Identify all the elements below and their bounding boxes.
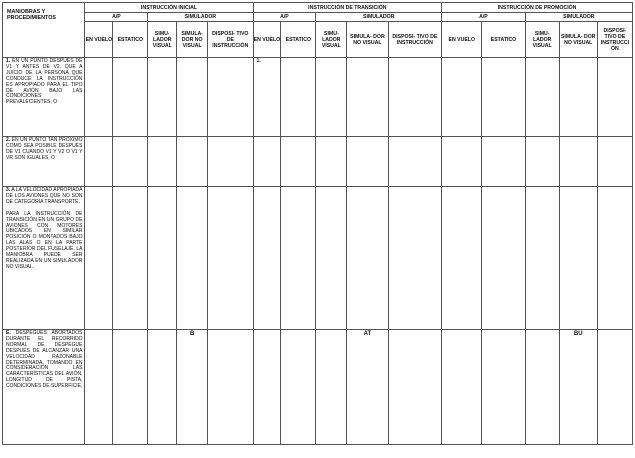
col-estatico: ESTATICO [482, 22, 525, 58]
sim-header: SIMULADOR [525, 13, 632, 22]
maneuvers-table [2, 2, 633, 445]
table-row [3, 330, 633, 445]
maneuver-text: 2. EN UN PUNTO TAN PRÓXIMO COMO SEA POSIBLE DESPUÉS DE V1 CUANDO V1 Y V2 O V1 Y VR SON IGUALES, O [3, 137, 85, 187]
ap-header: A/P [253, 13, 316, 22]
col-sim-no-visual: SIMULA- DOR NO VISUAL [559, 22, 597, 58]
maneuver-text: 3. A LA VELOCIDAD APROPIADA DE LOS AVIONES QUE NO SON DE CATEGORÍA TRANSPORTE. PARA LA INSTRUCCIÓN DE TRANSICIÓN EN UN GRUPO DE AVIONES CON MOTORES UBICADOS EN SIMILAR POSICIÓN O MONTADOS BAJO LAS ALAS O EN LA PARTE POSTERIOR DEL FUSELAJE, LA MANIOBRA PUEDE SER REALIZADA EN UN SIMULADOR NO VISUAL. [3, 187, 85, 330]
maneuver-text: 1. EN UN PUNTO DESPUÉS DE V1 Y ANTES DE V2, QUE A JUICIO DE LA PERSONA QUE CONDUCE LA INSTRUCCIÓN ES APROPIADO PARA EL TIPO DE AVIÓN BAJO LAS CONDICIONES PREVALECIENTES, O [3, 58, 85, 137]
ap-header: A/P [85, 13, 148, 22]
col-sim-no-visual: SIMULA- DOR NO VISUAL [177, 22, 208, 58]
promotion-sim-no-visual-mark: BU [559, 330, 597, 445]
col-dispositivo: DISPOSI- TIVO DE INSTRUCCIÓN [388, 22, 442, 58]
sim-header: SIMULADOR [148, 13, 253, 22]
group-initial: INSTRUCCIÓN INICIAL [85, 3, 253, 13]
col-estatico: ESTATICO [281, 22, 316, 58]
col-sim-visual: SIMU- LADOR VISUAL [148, 22, 177, 58]
initial-sim-no-visual-mark: B [177, 330, 208, 445]
transition-item-number: 1. [253, 58, 281, 137]
col-sim-no-visual: SIMULA- DOR NO VISUAL [347, 22, 388, 58]
col-sim-visual: SIMU- LADOR VISUAL [525, 22, 559, 58]
sim-header: SIMULADOR [316, 13, 442, 22]
col-en-vuelo: EN VUELO [253, 22, 281, 58]
table-row [3, 187, 633, 330]
maneuver-text: E. DESPEGUES ABORTADOS DURANTE EL RECORRIDO NORMAL DE DESPEGUE DESPUÉS DE ALCANZAR UNA VELOCIDAD RAZONABLE DETERMINADA, TOMANDO EN CONSIDERACIÓN LAS CARACTERÍSTICAS DEL AVIÓN, LONGITUD DE PISTA, CONDICIONES DE SUPERFICIE, [3, 330, 85, 445]
col-estatico: ESTATICO [113, 22, 148, 58]
table-row [3, 137, 633, 187]
col-dispositivo: DISPOSI- TIVO DE INSTRUCCIÓN [208, 22, 253, 58]
ap-header: A/P [442, 13, 526, 22]
col-sim-visual: SIMU- LADOR VISUAL [316, 22, 347, 58]
col-dispositivo: DISPOSI- TIVO DE INSTRUCCI ÓN [597, 22, 632, 58]
table-row [3, 58, 633, 137]
col-en-vuelo: EN VUELO [442, 22, 482, 58]
group-transition: INSTRUCCIÓN DE TRANSICIÓN [253, 3, 442, 13]
col-en-vuelo: EN VUELO [85, 22, 113, 58]
transition-sim-no-visual-mark: AT [347, 330, 388, 445]
maneuvers-header: MANIOBRAS Y PROCEDIMIENTOS [3, 3, 85, 58]
group-promotion: INSTRUCCIÓN DE PROMOCIÓN [442, 3, 633, 13]
